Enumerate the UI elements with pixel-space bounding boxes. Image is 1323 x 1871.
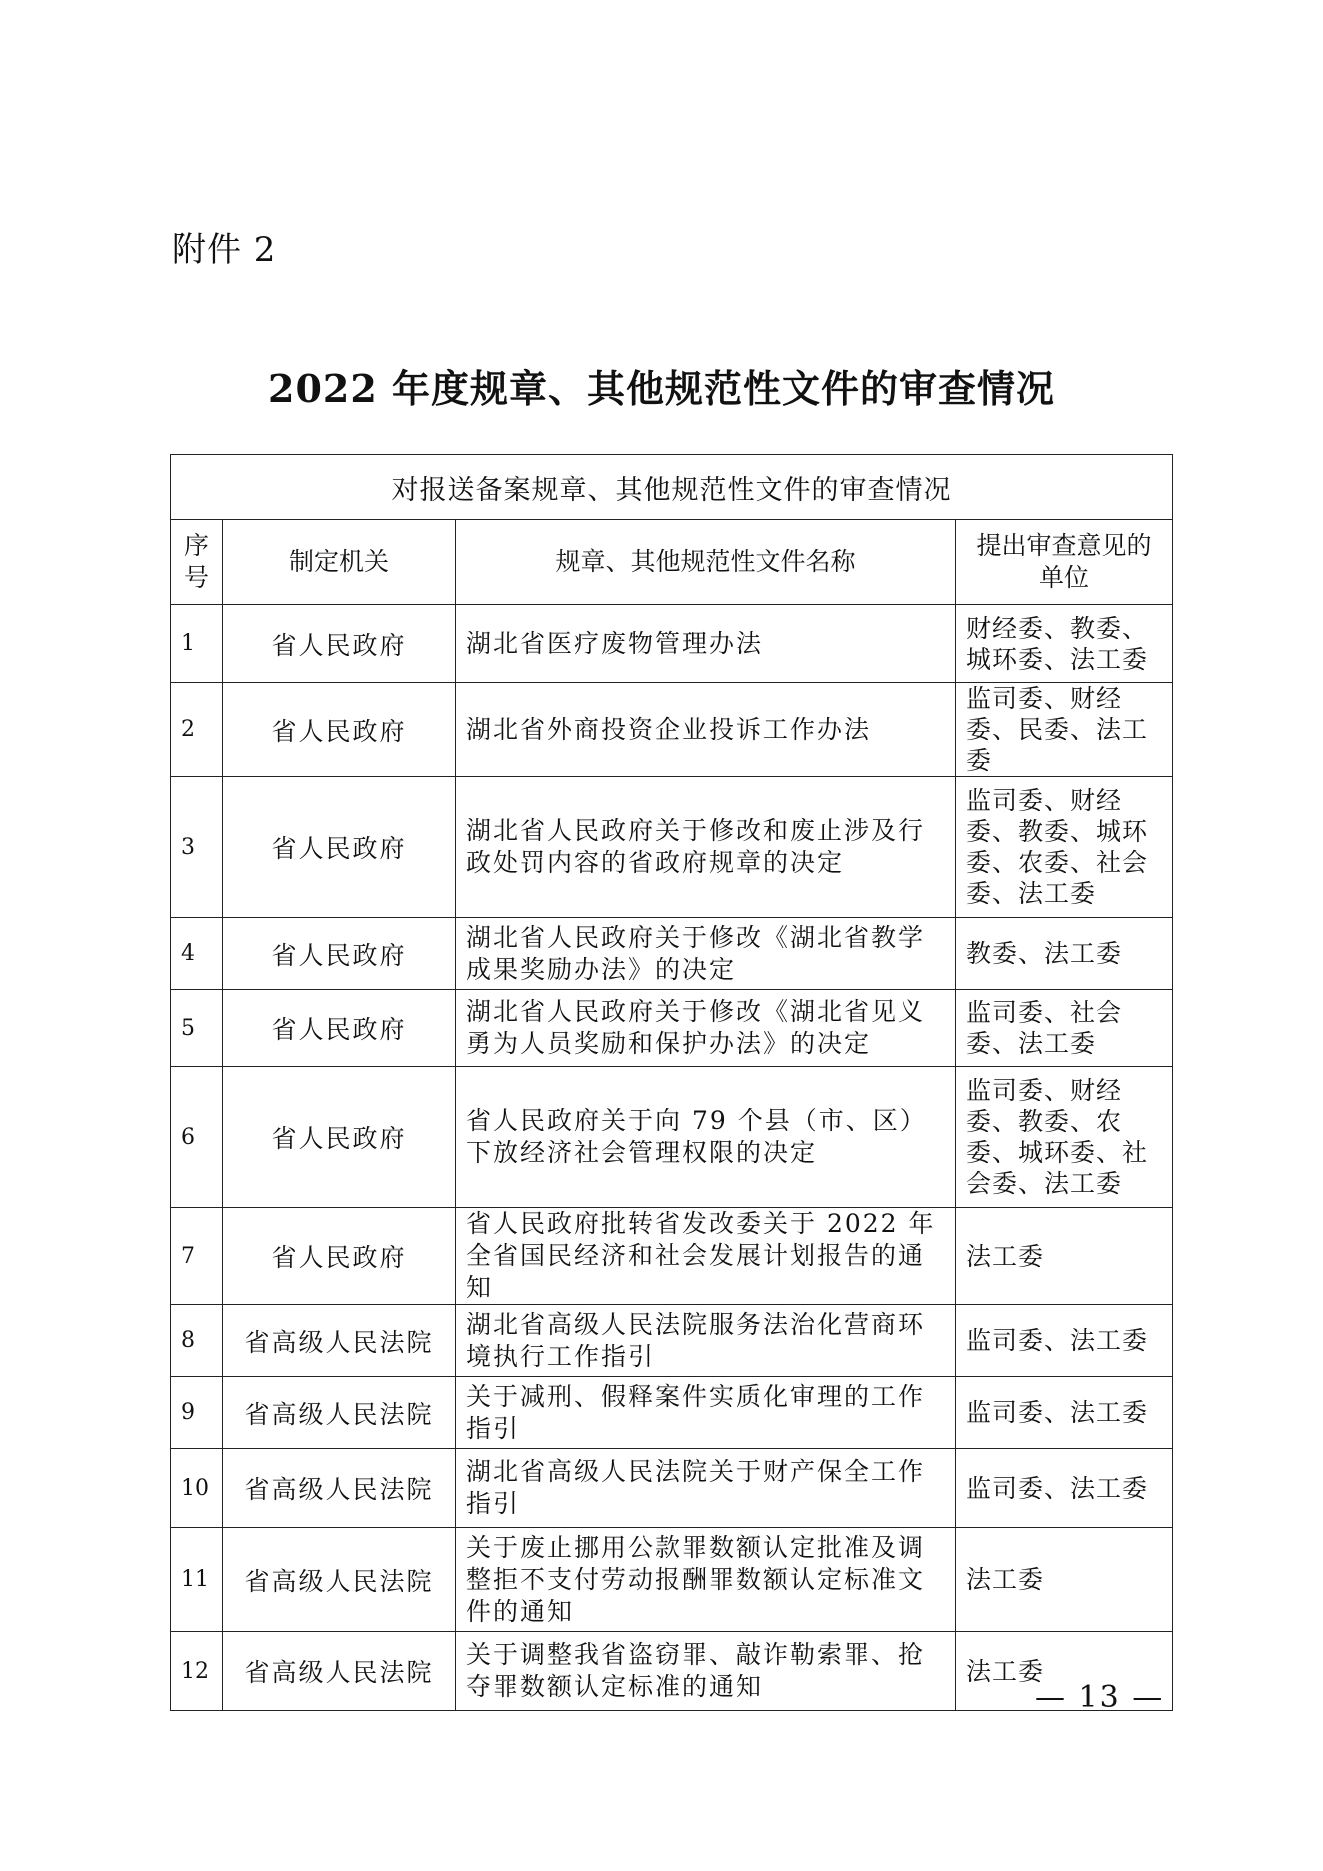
row-org: 省高级人民法院: [223, 1632, 456, 1711]
header-name: 规章、其他规范性文件名称: [456, 520, 956, 605]
row-units: 财经委、教委、城环委、法工委: [956, 605, 1173, 683]
row-name: 湖北省人民政府关于修改《湖北省见义勇为人员奖励和保护办法》的决定: [456, 990, 956, 1067]
row-units: 监司委、社会委、法工委: [956, 990, 1173, 1067]
review-table: [170, 454, 1173, 1711]
row-units: 法工委: [956, 1208, 1173, 1305]
table-row: [171, 683, 1173, 777]
row-name: 湖北省人民政府关于修改和废止涉及行政处罚内容的省政府规章的决定: [456, 777, 956, 918]
table-row: [171, 777, 1173, 918]
document-title: 2022 年度规章、其他规范性文件的审查情况: [268, 366, 1055, 411]
row-name: 湖北省医疗废物管理办法: [456, 605, 956, 683]
table-row: [171, 1305, 1173, 1377]
row-name: 湖北省外商投资企业投诉工作办法: [456, 683, 956, 777]
row-seq: 1: [171, 605, 223, 683]
row-units: 监司委、财经委、教委、农委、城环委、社会委、法工委: [956, 1067, 1173, 1208]
table-caption: 对报送备案规章、其他规范性文件的审查情况: [171, 455, 1173, 520]
row-seq: 8: [171, 1305, 223, 1377]
row-seq: 5: [171, 990, 223, 1067]
row-name: 湖北省人民政府关于修改《湖北省教学成果奖励办法》的决定: [456, 918, 956, 990]
header-seq: 序号: [171, 520, 223, 605]
row-units: 监司委、法工委: [956, 1377, 1173, 1449]
table-row: [171, 990, 1173, 1067]
row-name: 湖北省高级人民法院服务法治化营商环境执行工作指引: [456, 1305, 956, 1377]
row-org: 省高级人民法院: [223, 1377, 456, 1449]
table-row: [171, 1067, 1173, 1208]
row-units: 监司委、法工委: [956, 1305, 1173, 1377]
row-name: 关于废止挪用公款罪数额认定批准及调整拒不支付劳动报酬罪数额认定标准文件的通知: [456, 1528, 956, 1632]
row-name: 关于调整我省盗窃罪、敲诈勒索罪、抢夺罪数额认定标准的通知: [456, 1632, 956, 1711]
row-units: 监司委、法工委: [956, 1449, 1173, 1528]
row-seq: 11: [171, 1528, 223, 1632]
row-org: 省人民政府: [223, 777, 456, 918]
row-seq: 2: [171, 683, 223, 777]
row-org: 省人民政府: [223, 990, 456, 1067]
row-seq: 4: [171, 918, 223, 990]
table-row: [171, 1377, 1173, 1449]
row-name: 关于减刑、假释案件实质化审理的工作指引: [456, 1377, 956, 1449]
row-name: 省人民政府关于向 79 个县（市、区）下放经济社会管理权限的决定: [456, 1067, 956, 1208]
row-org: 省人民政府: [223, 918, 456, 990]
row-org: 省高级人民法院: [223, 1449, 456, 1528]
page-number: — 13 —: [1035, 1680, 1165, 1715]
row-org: 省人民政府: [223, 1067, 456, 1208]
row-seq: 3: [171, 777, 223, 918]
row-name: 省人民政府批转省发改委关于 2022 年全省国民经济和社会发展计划报告的通知: [456, 1208, 956, 1305]
table-row: [171, 1528, 1173, 1632]
table-row: [171, 1632, 1173, 1711]
row-org: 省高级人民法院: [223, 1528, 456, 1632]
row-seq: 7: [171, 1208, 223, 1305]
row-units: 监司委、财经委、民委、法工委: [956, 683, 1173, 777]
row-units: 监司委、财经委、教委、城环委、农委、社会委、法工委: [956, 777, 1173, 918]
row-units: 法工委: [956, 1632, 1173, 1711]
row-units: 法工委: [956, 1528, 1173, 1632]
header-units: 提出审查意见的单位: [956, 520, 1173, 605]
row-org: 省人民政府: [223, 605, 456, 683]
row-seq: 10: [171, 1449, 223, 1528]
row-seq: 9: [171, 1377, 223, 1449]
row-org: 省人民政府: [223, 1208, 456, 1305]
table-row: [171, 1449, 1173, 1528]
table-row: [171, 918, 1173, 990]
header-org: 制定机关: [223, 520, 456, 605]
table-caption-row: [171, 455, 1173, 520]
table-row: [171, 605, 1173, 683]
row-seq: 6: [171, 1067, 223, 1208]
row-units: 教委、法工委: [956, 918, 1173, 990]
row-org: 省人民政府: [223, 683, 456, 777]
row-name: 湖北省高级人民法院关于财产保全工作指引: [456, 1449, 956, 1528]
attachment-label: 附件 2: [172, 230, 277, 270]
table-row: [171, 1208, 1173, 1305]
table-header-row: [171, 520, 1173, 605]
row-org: 省高级人民法院: [223, 1305, 456, 1377]
row-seq: 12: [171, 1632, 223, 1711]
